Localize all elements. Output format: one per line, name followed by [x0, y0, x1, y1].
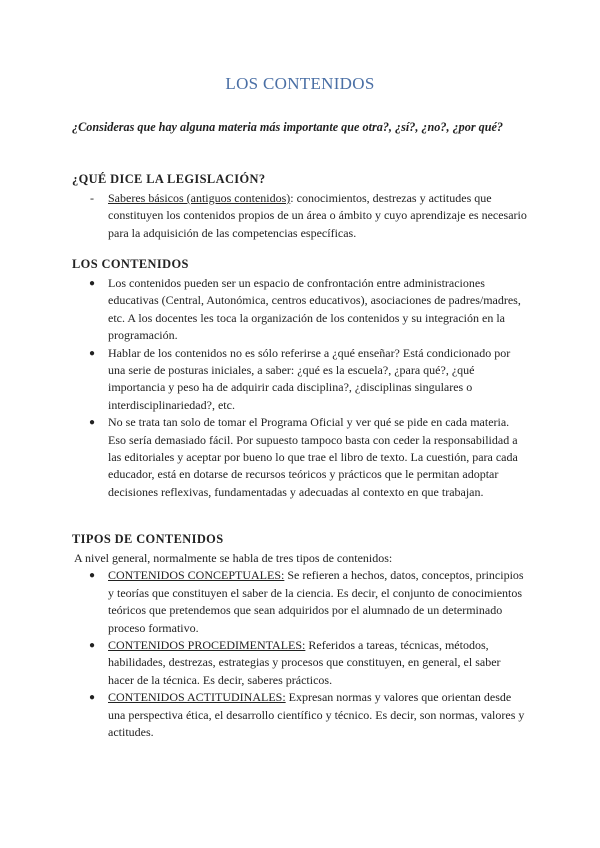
legislacion-text: : conocimientos, destrezas y actitudes que constituyen los contenidos propios de un área o ámbito y cuyo aprendizaje es necesario para la adquisición de las competencias específicas. — [108, 191, 527, 240]
list-item-text: Los contenidos pueden ser un espacio de confrontación entre administraciones educativas (Central, Autonómica, centros educativos), asociaciones de padres/madres, etc. A los docentes les toca la organización de los contenidos y su integración en la programación. — [108, 276, 521, 343]
section-heading-legislacion: ¿QUÉ DICE LA LEGISLACIÓN? — [72, 172, 266, 186]
tipo-text: Se refieren a hechos, datos, conceptos, principios y teorías que constituyen el saber de la ciencia. Es decir, el conjunto de conocimientos teóricos que pretendemos que sean adquiridos por el alumnado de un determinado proceso formativo. — [108, 568, 524, 635]
tipo-term: CONTENIDOS CONCEPTUALES: — [108, 568, 285, 583]
dash-marker: - — [90, 191, 94, 205]
contenidos-list — [72, 275, 528, 501]
section-legislacion — [72, 171, 528, 242]
list-item-text: No se trata tan solo de tomar el Programa Oficial y ver qué se pide en cada materia. Eso sería demasiado fácil. Por supuesto tampoco basta con ceder la responsabilidad a las editoriales y aceptar por bueno lo que trae el libro de texto. La cuestión, para cada educador, está en dotarse de recursos teóricos y prácticos que le permitan adoptar decisiones reflexivas, fundamentadas y adecuadas al contexto en que trabajan. — [108, 415, 518, 499]
list-item-text: Hablar de los contenidos no es sólo referirse a ¿qué enseñar? Está condicionado por una serie de posturas iniciales, a saber: ¿qué es la escuela?, ¿para qué?, ¿qué importancia y peso ha de adquirir cada disciplina?, ¿disciplinas singulares o interdisciplinariedad?, etc. — [108, 345, 511, 412]
section-heading-tipos: TIPOS DE CONTENIDOS — [72, 532, 224, 546]
tipo-term: CONTENIDOS PROCEDIMENTALES: — [108, 638, 306, 653]
page-title: LOS CONTENIDOS — [225, 74, 375, 93]
tipos-intro: A nivel general, normalmente se habla de tres tipos de contenidos: — [74, 551, 393, 565]
tipo-term: CONTENIDOS ACTITUDINALES: — [108, 690, 286, 705]
tipos-list — [72, 567, 528, 741]
bullet-marker: ● — [89, 417, 96, 429]
list-item — [72, 567, 528, 637]
reflection-question: ¿Consideras que hay alguna materia más importante que otra?, ¿sí?, ¿no?, ¿por qué? — [72, 120, 504, 134]
bullet-marker: ● — [89, 692, 96, 704]
list-item — [72, 414, 528, 501]
section-tipos — [72, 531, 528, 741]
list-item — [72, 689, 528, 741]
tipo-text: Referidos a tareas, técnicas, métodos, habilidades, destrezas, estrategias y procesos que constituyen, en general, el saber hacer de la técnica. Es decir, saberes prácticos. — [108, 638, 501, 687]
section-heading-contenidos: LOS CONTENIDOS — [72, 257, 189, 271]
list-item — [72, 637, 528, 689]
legislacion-item — [72, 190, 528, 242]
bullet-marker: ● — [89, 570, 96, 582]
section-contenidos — [72, 256, 528, 501]
legislacion-term: Saberes básicos (antiguos contenidos) — [108, 191, 291, 205]
bullet-marker: ● — [89, 347, 96, 359]
bullet-marker: ● — [89, 640, 96, 652]
list-item — [72, 275, 528, 345]
tipo-text: Expresan normas y valores que orientan desde una perspectiva ética, el desarrollo científico y técnico. Es decir, son normas, valores y actitudes. — [108, 690, 525, 740]
list-item — [72, 345, 528, 415]
bullet-marker: ● — [89, 278, 96, 289]
